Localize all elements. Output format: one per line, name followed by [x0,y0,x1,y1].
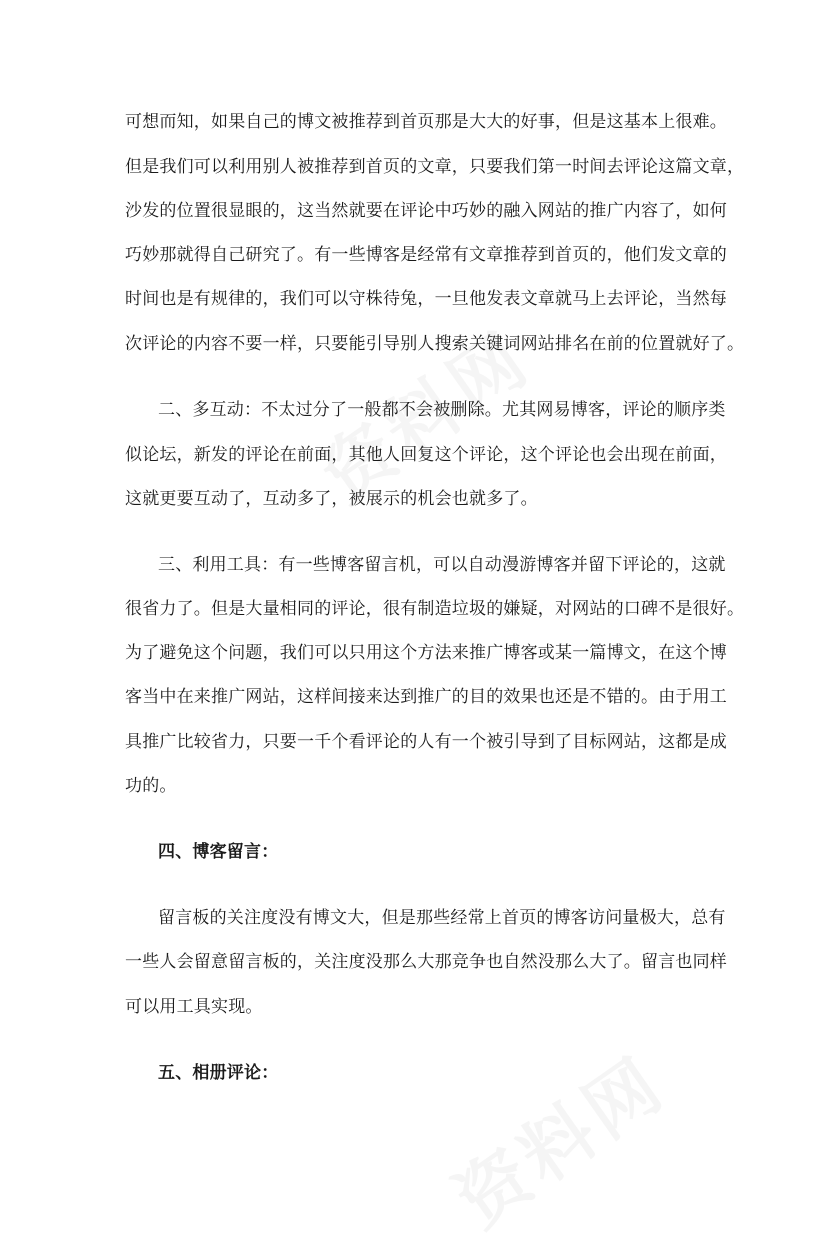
paragraph-1-line: 可想而知，如果自己的博文被推荐到首页那是大大的好事，但是这基本上很难。 [125,112,727,132]
section-heading: 四、博客留言： [158,842,279,862]
paragraph-1-line: 时间也是有规律的，我们可以守株待兔，一旦他发表文章就马上去评论，当然每 [125,289,727,309]
watermark [431,1027,682,1246]
paragraph-1-line: 但是我们可以利用别人被推荐到首页的文章，只要我们第一时间去评论这篇文章， [125,157,745,177]
paragraph-2-line: 似论坛，新发的评论在前面，其他人回复这个评论，这个评论也会出现在前面， [125,445,727,465]
paragraph-4-line: 可以用工具实现。 [125,997,263,1017]
paragraph-2-line: 二、多互动：不太过分了一般都不会被删除。尤其网易博客，评论的顺序类 [158,400,726,420]
paragraph-2-line: 这就更要互动了，互动多了，被展示的机会也就多了。 [125,489,538,509]
paragraph-3-line: 很省力了。但是大量相同的评论，很有制造垃圾的嫌疑，对网站的口碑不是很好。 [125,599,745,619]
paragraph-4-line: 一些人会留意留言板的，关注度没那么大那竞争也自然没那么大了。留言也同样 [125,952,727,972]
paragraph-3-line: 具推广比较省力，只要一千个看评论的人有一个被引导到了目标网站，这都是成 [125,732,727,752]
paragraph-3-line: 客当中在来推广网站，这样间接来达到推广的目的效果也还是不错的。由于用工 [125,687,727,707]
paragraph-3-line: 三、利用工具：有一些博客留言机，可以自动漫游博客并留下评论的，这就 [158,555,726,575]
paragraph-4-line: 留言板的关注度没有博文大，但是那些经常上首页的博客访问量极大，总有 [158,908,726,928]
paragraph-3-line: 为了避免这个问题，我们可以只用这个方法来推广博客或某一篇博文，在这个博 [125,643,727,663]
paragraph-1-line: 次评论的内容不要一样，只要能引导别人搜索关键词网站排名在前的位置就好了。 [125,334,745,354]
paragraph-1-line: 沙发的位置很显眼的，这当然就要在评论中巧妙的融入网站的推广内容了，如何 [125,201,727,221]
paragraph-3-line: 功的。 [125,776,177,796]
paragraph-1-line: 巧妙那就得自己研究了。有一些博客是经常有文章推荐到首页的，他们发文章的 [125,245,727,265]
section-heading: 五、相册评论： [158,1063,279,1083]
